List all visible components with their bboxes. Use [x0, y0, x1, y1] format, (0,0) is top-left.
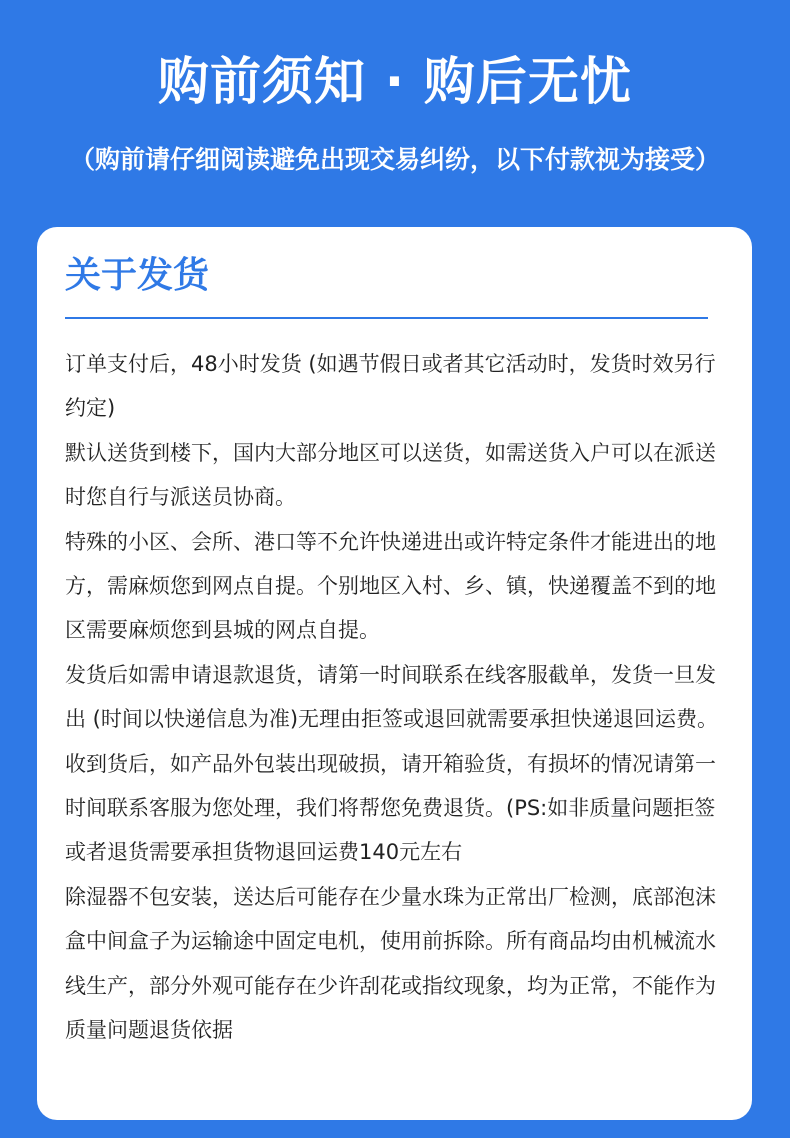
page-title: 购前须知 · 购后无忧 — [158, 53, 632, 112]
policy-paragraph-special-areas: 特殊的小区、会所、港口等不允许快递进出或许特定条件才能进出的地方，需麻烦您到网点自提。个别地区入村、乡、镇，快递覆盖不到的地区需要麻烦您到县城的网点自提。 — [65, 529, 716, 643]
header — [0, 0, 790, 225]
policy-paragraph-installation: 除湿器不包安装，送达后可能存在少量水珠为正常出厂检测，底部泡沫盒中间盒子为运输途中固定电机，使用前拆除。所有商品均由机械流水线生产，部分外观可能存在少许刮花或指纹现象，均为正常，不能作为质量问题退货依据 — [65, 884, 716, 1043]
shipping-info-card — [37, 227, 752, 1120]
policy-paragraph-returns: 发货后如需申请退款退货，请第一时间联系在线客服截单，发货一旦发出 (时间以快递信息为准)无理由拒签或退回就需要承担快递退回运费。收到货后，如产品外包装出现破损，请开箱验货，有损坏的情况请第一时间联系客服为您处理，我们将帮您免费退货。(PS:如非质量问题拒签或者退货需要承担货物退回运费140元左右 — [65, 662, 719, 865]
page-subtitle: （购前请仔细阅读避免出现交易纠纷，以下付款视为接受） — [69, 145, 720, 174]
shipping-policy-text — [65, 342, 725, 1053]
policy-paragraph-payment: 订单支付后，48小时发货 (如遇节假日或者其它活动时，发货时效另行约定) — [65, 352, 716, 421]
policy-paragraph-delivery: 默认送货到楼下，国内大部分地区可以送货，如需送货入户可以在派送时您自行与派送员协商。 — [65, 440, 716, 510]
section-divider — [65, 317, 708, 319]
section-title: 关于发货 — [65, 255, 210, 296]
